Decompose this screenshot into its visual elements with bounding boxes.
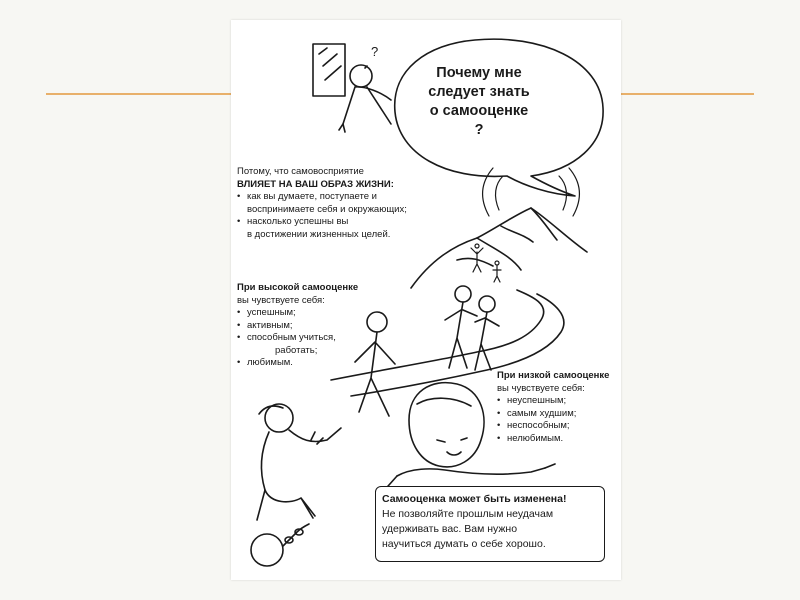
bubble-line: следует знать bbox=[428, 84, 530, 100]
ball-and-chain-drawing bbox=[251, 524, 309, 566]
list-item-line: воспринимаете себя и окружающих; bbox=[247, 203, 407, 215]
low-self-esteem-block bbox=[497, 370, 621, 445]
low-subtitle: вы чувствуете себя: bbox=[497, 382, 585, 394]
decorative-line-right bbox=[614, 93, 754, 95]
list-item bbox=[497, 433, 621, 446]
list-item bbox=[237, 320, 387, 333]
list-item-line: • неспособным; bbox=[507, 420, 570, 431]
list-item-line: работать; bbox=[275, 344, 318, 356]
list-item-line: • нелюбимым. bbox=[507, 432, 564, 444]
low-title: При низкой самооценке bbox=[497, 370, 610, 381]
list-item bbox=[497, 420, 621, 433]
self-esteem-can-change-box bbox=[375, 486, 605, 562]
why-intro: Потому, что самовосприятие bbox=[237, 166, 364, 177]
decorative-line-left bbox=[46, 93, 232, 95]
final-line: научиться думать о себе хорошо. bbox=[382, 538, 546, 550]
list-item bbox=[237, 307, 387, 320]
list-item-line: • как вы думаете, поступаете и bbox=[247, 191, 377, 202]
why-block bbox=[237, 166, 487, 241]
list-item-line: • способным учиться, bbox=[247, 332, 336, 343]
bubble-line: ? bbox=[474, 122, 484, 138]
list-item bbox=[237, 357, 387, 370]
high-self-esteem-block bbox=[237, 282, 387, 370]
final-line: удерживать вас. Вам нужно bbox=[382, 523, 518, 535]
poster-page bbox=[231, 20, 621, 580]
mirror-drawing bbox=[313, 44, 345, 96]
why-list bbox=[237, 191, 487, 241]
high-title: При высокой самооценке bbox=[237, 282, 359, 293]
low-list bbox=[497, 395, 621, 445]
list-item bbox=[497, 408, 621, 421]
final-headline: Самооценка может быть изменена! bbox=[382, 493, 567, 505]
high-subtitle: вы чувствуете себя: bbox=[237, 294, 325, 306]
list-item bbox=[237, 332, 387, 357]
list-item-line: • неуспешным; bbox=[507, 395, 567, 406]
list-item-line: • любимым. bbox=[247, 357, 293, 368]
person-at-mirror-drawing bbox=[339, 65, 391, 132]
final-line: Не позволяйте прошлым неудачам bbox=[382, 508, 554, 520]
list-item bbox=[237, 191, 487, 216]
sad-person-drawing bbox=[257, 404, 341, 520]
list-item-line: • самым худшим; bbox=[507, 407, 577, 419]
list-item bbox=[237, 216, 487, 241]
high-list bbox=[237, 307, 387, 370]
list-item-line: • успешным; bbox=[247, 307, 296, 318]
list-item-line: в достижении жизненных целей. bbox=[247, 228, 391, 240]
bubble-line: о самооценке bbox=[429, 103, 529, 119]
list-item-line: • насколько успешны вы bbox=[247, 216, 349, 227]
mirror-question-mark: ? bbox=[371, 44, 379, 59]
list-item bbox=[497, 395, 621, 408]
bubble-line: Почему мне bbox=[436, 65, 522, 81]
list-item-line: • активным; bbox=[247, 319, 293, 331]
speech-bubble-text bbox=[399, 64, 559, 140]
why-headline: ВЛИЯЕТ НА ВАШ ОБРАЗ ЖИЗНИ: bbox=[237, 178, 394, 190]
